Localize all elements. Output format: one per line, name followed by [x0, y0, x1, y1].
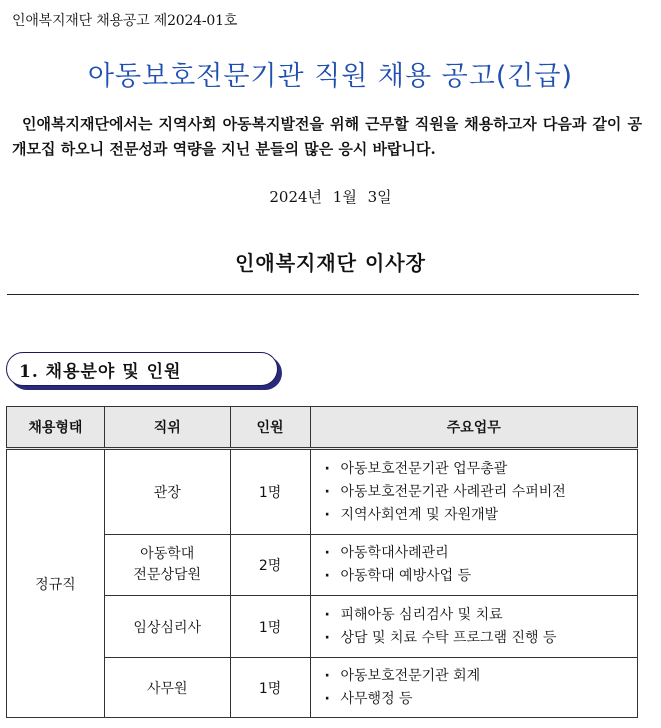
duty-item: · 아동보호전문기관 업무총괄 — [325, 458, 628, 481]
header-count: 인원 — [230, 407, 310, 449]
position-line: 전문상담원 — [133, 567, 202, 583]
duty-item: · 아동학대 예방사업 등 — [325, 565, 628, 588]
position-cell: 관장 — [104, 449, 230, 535]
intro-paragraph: 인애복지재단에서는 지역사회 아동복지발전을 위해 근무할 직원을 채용하고자 다음과 같이 공개모집 하오니 전문성과 역량을 지닌 분들의 많은 응시 바랍니다. — [12, 115, 642, 158]
count-cell: 1명 — [230, 658, 310, 718]
duties-cell — [310, 449, 638, 535]
table-row — [7, 449, 638, 535]
count-cell: 1명 — [230, 449, 310, 535]
duty-item: · 아동학대사례관리 — [325, 542, 628, 565]
recruitment-table — [6, 406, 638, 718]
duty-item: · 피해아동 심리검사 및 치료 — [325, 604, 628, 627]
duty-item: · 지역사회연계 및 자원개발 — [325, 504, 628, 527]
duty-item: · 사무행정 등 — [325, 688, 628, 711]
duty-item: · 아동보호전문기관 회계 — [325, 665, 628, 688]
count-cell: 1명 — [230, 596, 310, 658]
signer: 인애복지재단 이사장 — [235, 251, 426, 275]
section-heading-label: 1. 채용분야 및 인원 — [19, 361, 182, 382]
duties-cell — [310, 535, 638, 596]
duty-item: · 아동보호전문기관 사례관리 수퍼비전 — [325, 481, 628, 504]
notice-date: 2024년 1월 3일 — [269, 188, 392, 206]
position-cell: 임상심리사 — [104, 596, 230, 658]
duty-item: · 상담 및 치료 수탁 프로그램 진행 등 — [325, 627, 628, 650]
header-duties: 주요업무 — [310, 407, 638, 449]
duties-cell — [310, 658, 638, 718]
header-type: 채용형태 — [7, 407, 105, 449]
notice-number: 인애복지재단 채용공고 제2024-01호 — [12, 13, 238, 29]
table-header-row — [7, 407, 638, 449]
page-title: 아동보호전문기관 직원 채용 공고(긴급) — [87, 61, 574, 92]
section-heading-recruitment — [6, 352, 278, 386]
divider — [7, 294, 639, 295]
position-cell: 사무원 — [104, 658, 230, 718]
header-position: 직위 — [104, 407, 230, 449]
position-cell — [104, 535, 230, 596]
duties-cell — [310, 596, 638, 658]
position-line: 아동학대 — [140, 546, 195, 562]
employment-type-cell: 정규직 — [7, 449, 105, 718]
count-cell: 2명 — [230, 535, 310, 596]
